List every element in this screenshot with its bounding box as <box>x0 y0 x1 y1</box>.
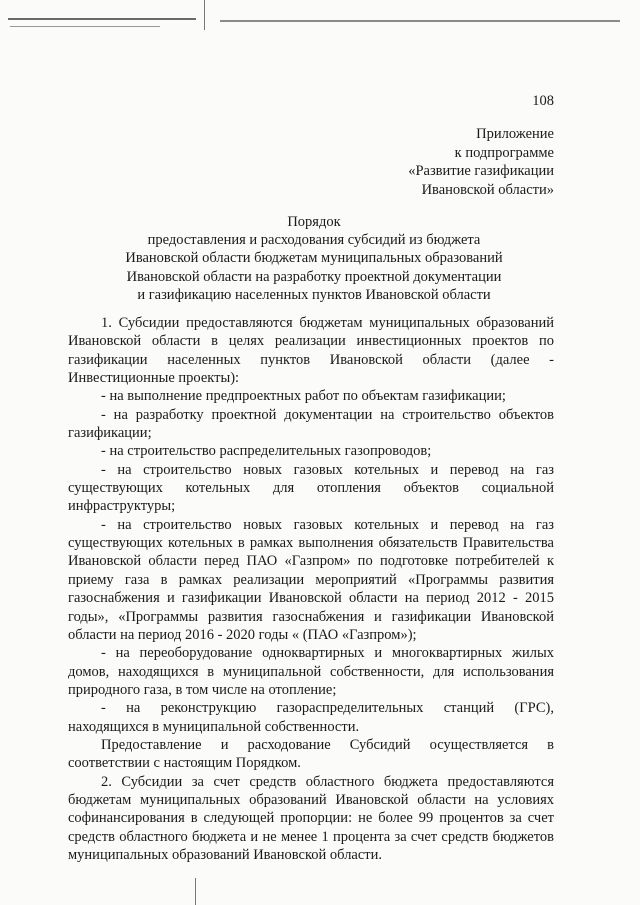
appendix-line-4: Ивановской области» <box>421 181 554 198</box>
scan-tick-bottom <box>195 878 196 905</box>
title-line-3: Ивановской области на разработку проектной документации <box>126 268 502 285</box>
scan-line-top-left-short <box>10 26 160 27</box>
appendix-header <box>408 125 554 199</box>
list-item-1: - на выполнение предпроектных работ по объектам газификации; <box>101 388 506 405</box>
document-body <box>68 314 554 864</box>
appendix-line-1: Приложение <box>476 126 554 142</box>
appendix-line-2: к подпрограмме <box>454 144 554 161</box>
list-item-5: - на строительство новых газовых котельных и перевод на газ существующих котельных в рамках выполнения обязательств Правительства Ивановской области перед ПАО «Газпром» по подготовке потребителей к приему газа в рамках реализации мероприятий «Программы развития газоснабжения и газификации Ивановской области на период 2012 - 2015 годы», «Программы развития газоснабжения и газификации Ивановской области на период 2016 - 2020 годы « (ПАО «Газпром»); <box>68 516 554 643</box>
scan-line-top <box>8 18 196 20</box>
scan-line-top-right <box>220 20 620 22</box>
page-number: 108 <box>532 93 554 109</box>
paragraph-3: 2. Субсидии за счет средств областного бюджета предоставляются бюджетам муниципальных образований Ивановской области на условиях софинансирования в следующей пропорции: не более 99 процентов за счет средств областного бюджета и не менее 1 процента за счет средств бюджетов муниципальных образований Ивановской области. <box>68 773 554 863</box>
list-item-7: - на реконструкцию газораспределительных станций (ГРС), находящихся в муниципальной собственности. <box>68 700 554 735</box>
list-item-3: - на строительство распределительных газопроводов; <box>101 443 432 460</box>
paragraph-1: 1. Субсидии предоставляются бюджетам муниципальных образований Ивановской области в целях реализации инвестиционных проектов по газификации населенных пунктов Ивановской области (далее - Инвестиционные проекты): <box>68 315 554 387</box>
appendix-line-3: «Развитие газификации <box>408 163 554 179</box>
list-item-6: - на переоборудование одноквартирных и многоквартирных жилых домов, находящихся в муниципальной собственности, для использования природного газа, в том числе на отопление; <box>68 645 554 698</box>
list-item-2: - на разработку проектной документации на строительство объектов газификации; <box>68 406 554 442</box>
title-line-1: предоставления и расходования субсидий из бюджета <box>147 232 481 249</box>
title-line-4: и газификацию населенных пунктов Ивановской области <box>137 286 491 303</box>
title-line-2: Ивановской области бюджетам муниципальных образований <box>125 250 503 267</box>
title-heading: Порядок <box>287 214 341 230</box>
list-item-4: - на строительство новых газовых котельных и перевод на газ существующих котельных для отопления объектов социальной инфраструктуры; <box>68 461 554 515</box>
scan-tick-top <box>204 0 205 30</box>
paragraph-2: Предоставление и расходование Субсидий осуществляется в соответствии с настоящим Порядком. <box>68 736 554 772</box>
document-title <box>70 213 558 304</box>
